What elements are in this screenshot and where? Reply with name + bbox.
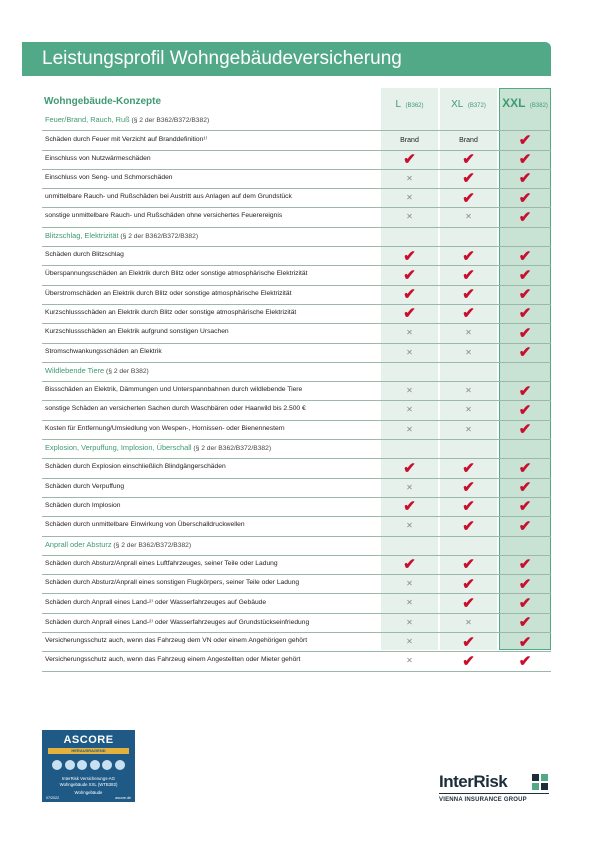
section-reference: (§ 2 der B362/B372/B382) [191,445,272,453]
section-row [42,440,551,459]
cross-icon: ✕ [406,173,413,183]
cell-xxl [499,151,551,169]
title-banner [22,42,551,76]
label-text: Kosten für Entfernung/Umsiedlung von Wespen-, Hornissen- oder Bienennestern [45,424,285,432]
cell-xxl [499,633,551,651]
check-icon: ✔ [462,459,475,477]
column-code-l: (B362) [405,103,424,109]
cell-xl [440,189,497,207]
table-row [42,286,551,305]
cell-l [381,266,438,284]
cell-xxl [499,266,551,284]
column-label-xxl: XXL [502,96,526,110]
cell-xl [440,247,497,265]
cross-icon: ✕ [406,328,413,338]
cell-xl [440,208,497,226]
cell-xxl [499,556,551,574]
check-icon: ✔ [462,170,475,188]
label-text: Wildlebende Tiere [45,365,105,375]
check-icon: ✔ [403,498,416,516]
section-row [42,363,551,382]
cross-icon: ✕ [406,424,413,434]
check-icon: ✔ [403,286,416,304]
section-title [45,366,149,375]
check-icon: ✔ [518,305,532,323]
label-text: Kurzschlussschäden an Elektrik durch Blitz oder sonstige atmosphärische Elektrizität [45,308,297,316]
ascore-badge [42,730,135,802]
table-row [42,575,551,594]
check-icon: ✔ [462,189,475,207]
check-icon: ✔ [518,401,532,419]
check-icon: ✔ [518,131,532,149]
row-label [45,174,173,181]
section-row [42,112,551,131]
badge-subtitle: HERAUSRAGEND [48,748,129,754]
row-label [45,386,302,393]
cell-xl [440,556,497,574]
table-row [42,498,551,517]
column-label-xl: XL [451,99,464,110]
cross-icon: ✕ [465,424,472,434]
cross-icon: ✕ [406,386,413,396]
badge-company: InterRisk Versicherungs-AG [61,776,115,781]
check-icon: ✔ [518,189,532,207]
table-row [42,382,551,401]
table-row [42,131,551,150]
label-text: Schäden durch Implosion [45,501,121,509]
check-icon: ✔ [518,614,532,632]
cross-icon: ✕ [406,347,413,357]
label-text: Schäden durch Anprall eines Land-²⁾ oder Wasserfahrzeuges auf Gebäude [45,599,267,607]
cell-xxl [499,382,551,400]
cross-icon: ✕ [465,328,472,338]
cell-l [381,498,438,516]
cell-xl [440,151,497,169]
cell-xl [440,170,497,188]
table-row [42,479,551,498]
cell-l [381,305,438,323]
cell-xxl [499,324,551,342]
logo-name: InterRisk [439,772,508,791]
table-row [42,459,551,478]
cell-l [381,286,438,304]
cell-xxl [499,401,551,419]
table-row [42,344,551,363]
cell-xl [440,459,497,477]
cell-text: Brand [459,136,478,144]
cell-xxl [499,575,551,593]
row-label [45,348,162,355]
cell-xxl [499,614,551,632]
check-icon: ✔ [462,286,475,304]
check-icon: ✔ [518,286,532,304]
cell-xl [440,266,497,284]
check-icon: ✔ [462,247,475,265]
cell-xl [440,382,497,400]
cross-icon: ✕ [406,521,413,531]
cell-l [381,479,438,497]
table-row [42,208,551,227]
check-icon: ✔ [403,266,416,284]
cell-l [381,633,438,651]
cell-text: Brand [400,136,419,144]
column-header-l [381,94,438,110]
row-label [45,425,285,432]
cell-xxl [499,131,551,149]
label-text: Überstromschäden an Elektrik durch Blitz oder sonstige atmosphärische Elektrizität [45,289,292,297]
row-label [45,637,307,644]
cell-l [381,189,438,207]
cell-l [381,131,438,149]
label-text: sonstige Schäden an versicherten Sachen durch Waschbären oder Haarwild bis 2.500 € [45,405,306,413]
check-icon: ✔ [518,575,532,593]
table-row [42,305,551,324]
row-label [45,560,278,567]
cross-icon: ✕ [406,579,413,589]
cell-xl [440,614,497,632]
badge-title: ASCORE [63,734,114,746]
check-icon: ✔ [518,247,532,265]
badge-category: Wohngebäude [74,790,103,795]
cell-l [381,614,438,632]
table-row [42,556,551,575]
check-icon: ✔ [518,344,532,362]
label-text: Schäden durch Anprall eines Land-²⁾ oder Wasserfahrzeuges auf Grundstückseinfriedung [45,618,310,626]
cell-l [381,170,438,188]
label-text: Schäden durch Feuer mit Verzicht auf Branddefinition¹⁾ [45,136,208,144]
check-icon: ✔ [518,208,532,226]
table-row [42,633,551,652]
check-icon: ✔ [518,479,532,497]
row-label [45,656,300,663]
check-icon: ✔ [518,170,532,188]
check-icon: ✔ [462,633,475,651]
cell-l [381,421,438,439]
cross-icon: ✕ [465,212,472,222]
cell-l [381,594,438,612]
cell-xl [440,479,497,497]
row-label [45,135,207,143]
table-row [42,517,551,536]
check-icon: ✔ [518,324,532,342]
section-reference: (§ 2 der B362/B372/B382) [118,232,199,240]
cross-icon: ✕ [406,405,413,415]
cell-l [381,401,438,419]
label-text: Schäden durch Blitzschlag [45,251,124,259]
check-icon: ✔ [462,575,475,593]
label-text: Kurzschlussschäden an Elektrik aufgrund sonstigen Ursachen [45,328,229,336]
row-label [45,483,124,490]
check-icon: ✔ [518,382,532,400]
section-title [45,115,209,124]
section-reference: (§ 2 der B362/B372/B382) [129,117,210,124]
cell-xxl [499,247,551,265]
cell-l [381,575,438,593]
cell-xxl [499,189,551,207]
cross-icon: ✕ [406,482,413,492]
cell-xl [440,131,497,149]
rating-dot-icon [52,760,62,770]
cell-xxl [499,344,551,362]
check-icon: ✔ [462,498,475,516]
cell-xxl [499,286,551,304]
check-icon: ✔ [403,247,416,265]
check-icon: ✔ [462,305,475,323]
check-icon: ✔ [462,517,475,535]
cell-l [381,344,438,362]
cross-icon: ✕ [465,347,472,357]
rating-dot-icon [77,760,87,770]
cross-icon: ✕ [406,637,413,647]
row-label [45,155,151,162]
row-label [45,618,309,626]
table-row [42,594,551,613]
cell-l [381,247,438,265]
cell-xxl [499,459,551,477]
check-icon: ✔ [518,266,532,284]
label-text: sonstige unmittelbare Rauch- und Rußschäden ohne versichertes Feuerereignis [45,212,283,220]
check-icon: ✔ [518,498,532,516]
cross-icon: ✕ [406,656,413,666]
section-title [45,443,271,452]
cell-xl [440,633,497,651]
cell-l [381,556,438,574]
column-code-xl: (B372) [467,103,486,109]
cross-icon: ✕ [465,405,472,415]
check-icon: ✔ [462,652,475,670]
logo-subtitle: VIENNA INSURANCE GROUP [439,797,527,803]
label-text: Anprall oder Absturz [45,539,112,549]
table-row [42,652,551,671]
cell-xl [440,401,497,419]
check-icon: ✔ [518,151,532,169]
section-row [42,537,551,556]
row-label [45,579,299,586]
column-code-xxl: (B382) [529,103,548,109]
label-text: Schäden durch Verpuffung [45,482,125,490]
cell-xxl [499,421,551,439]
row-label [45,193,292,200]
cell-l [381,151,438,169]
rating-dot-icon [90,760,100,770]
cell-xxl [499,208,551,226]
check-icon: ✔ [462,594,475,612]
row-label [45,405,306,412]
coverage-table [42,112,551,672]
table-row [42,266,551,285]
label-text: Schäden durch Absturz/Anprall eines Luftfahrzeuges, seiner Teile oder Ladung [45,559,278,567]
interrisk-logo [439,770,559,810]
check-icon: ✔ [403,459,416,477]
check-icon: ✔ [462,479,475,497]
cell-xl [440,517,497,535]
check-icon: ✔ [462,151,475,169]
table-row [42,151,551,170]
table-row [42,401,551,420]
label-text: Überspannungsschäden an Elektrik durch Blitz oder sonstige atmosphärische Elektrizität [45,270,308,278]
label-text: Versicherungsschutz auch, wenn das Fahrzeug dem VN oder einem Angehörigen gehört [45,637,308,645]
cell-xxl [499,594,551,612]
row-label [45,251,124,258]
table-row [42,614,551,633]
table-row [42,324,551,343]
check-icon: ✔ [518,421,532,439]
label-text: Einschluss von Seng- und Schmorschäden [45,173,173,181]
cell-xl [440,594,497,612]
section-title [45,231,198,240]
label-text: Einschluss von Nutzwärmeschäden [45,154,151,162]
row-label [45,290,291,297]
row-label [45,328,229,335]
rating-dot-icon [65,760,75,770]
section-row [42,228,551,247]
label-text: Schäden durch Absturz/Anprall eines sonstigen Flugkörpers, seiner Teile oder Ladung [45,579,300,587]
cell-xl [440,652,497,670]
label-text: Feuer/Brand, Rauch, Ruß [45,115,130,124]
table-header-concepts: Wohngebäude-Konzepte [44,96,162,107]
section-reference: (§ 2 der B382) [104,367,149,375]
check-icon: ✔ [462,556,475,574]
badge-date: 07/2022 [46,796,59,800]
check-icon: ✔ [518,594,532,612]
check-icon: ✔ [518,633,532,651]
cross-icon: ✕ [465,617,472,627]
cell-xxl [499,479,551,497]
column-header-xl [440,94,497,110]
section-reference: (§ 2 der B362/B372/B382) [111,541,192,549]
label-text: Schäden durch unmittelbare Einwirkung von Überschalldruckwellen [45,521,245,529]
badge-rating-icons [52,760,125,770]
cell-xl [440,344,497,362]
column-label-l: L [395,99,402,110]
check-icon: ✔ [518,556,532,574]
section-title [45,540,191,549]
logo-mark-icon [532,774,548,790]
cell-xl [440,305,497,323]
cell-l [381,517,438,535]
check-icon: ✔ [403,556,416,574]
cross-icon: ✕ [406,617,413,627]
cell-xl [440,498,497,516]
check-icon: ✔ [518,459,532,477]
cross-icon: ✕ [406,598,413,608]
table-row [42,421,551,440]
label-text: Schäden durch Explosion einschließlich Blindgängerschäden [45,463,226,471]
row-label [45,521,245,528]
rating-dot-icon [115,760,125,770]
check-icon: ✔ [518,652,532,670]
row-label [45,463,226,470]
cross-icon: ✕ [406,193,413,203]
rating-dot-icon [102,760,112,770]
cell-xl [440,421,497,439]
row-label [45,270,307,277]
label-text: Stromschwankungsschäden an Elektrik [45,347,162,355]
label-text: Blitzschlag, Elektrizität [45,230,119,240]
cell-xxl [499,652,551,670]
cell-xxl [499,170,551,188]
cell-l [381,652,438,670]
cell-xxl [499,305,551,323]
label-text: Bissschäden an Elektrik, Dämmungen und Unterspannbahnen durch wildlebende Tiere [45,386,303,394]
label-text: unmittelbare Rauch- und Rußschäden bei Austritt aus Anlagen auf dem Grundstück [45,193,292,201]
cell-xxl [499,517,551,535]
label-text: Explosion, Verpuffung, Implosion, Überschall [45,443,192,453]
check-icon: ✔ [403,151,416,169]
column-header-xxl [499,94,551,110]
check-icon: ✔ [518,517,532,535]
cell-l [381,382,438,400]
cell-xl [440,575,497,593]
cross-icon: ✕ [406,212,413,222]
logo-rule [439,793,549,794]
badge-product: Wohngebäude XXL (WTB382) [59,782,118,787]
table-row [42,189,551,208]
cross-icon: ✕ [465,386,472,396]
row-label [45,212,282,219]
badge-site: ascore.de [115,796,131,800]
cell-l [381,208,438,226]
cell-l [381,324,438,342]
table-row [42,247,551,266]
cell-l [381,459,438,477]
row-label [45,309,296,316]
check-icon: ✔ [462,266,475,284]
row-label [45,598,266,606]
table-row [42,170,551,189]
cell-xl [440,324,497,342]
page-title: Leistungsprofil Wohngebäudeversicherung [42,48,402,69]
row-label [45,502,120,509]
cell-xl [440,286,497,304]
check-icon: ✔ [403,305,416,323]
cell-xxl [499,498,551,516]
label-text: Versicherungsschutz auch, wenn das Fahrzeug einem Angestellten oder Mieter gehört [45,656,301,664]
